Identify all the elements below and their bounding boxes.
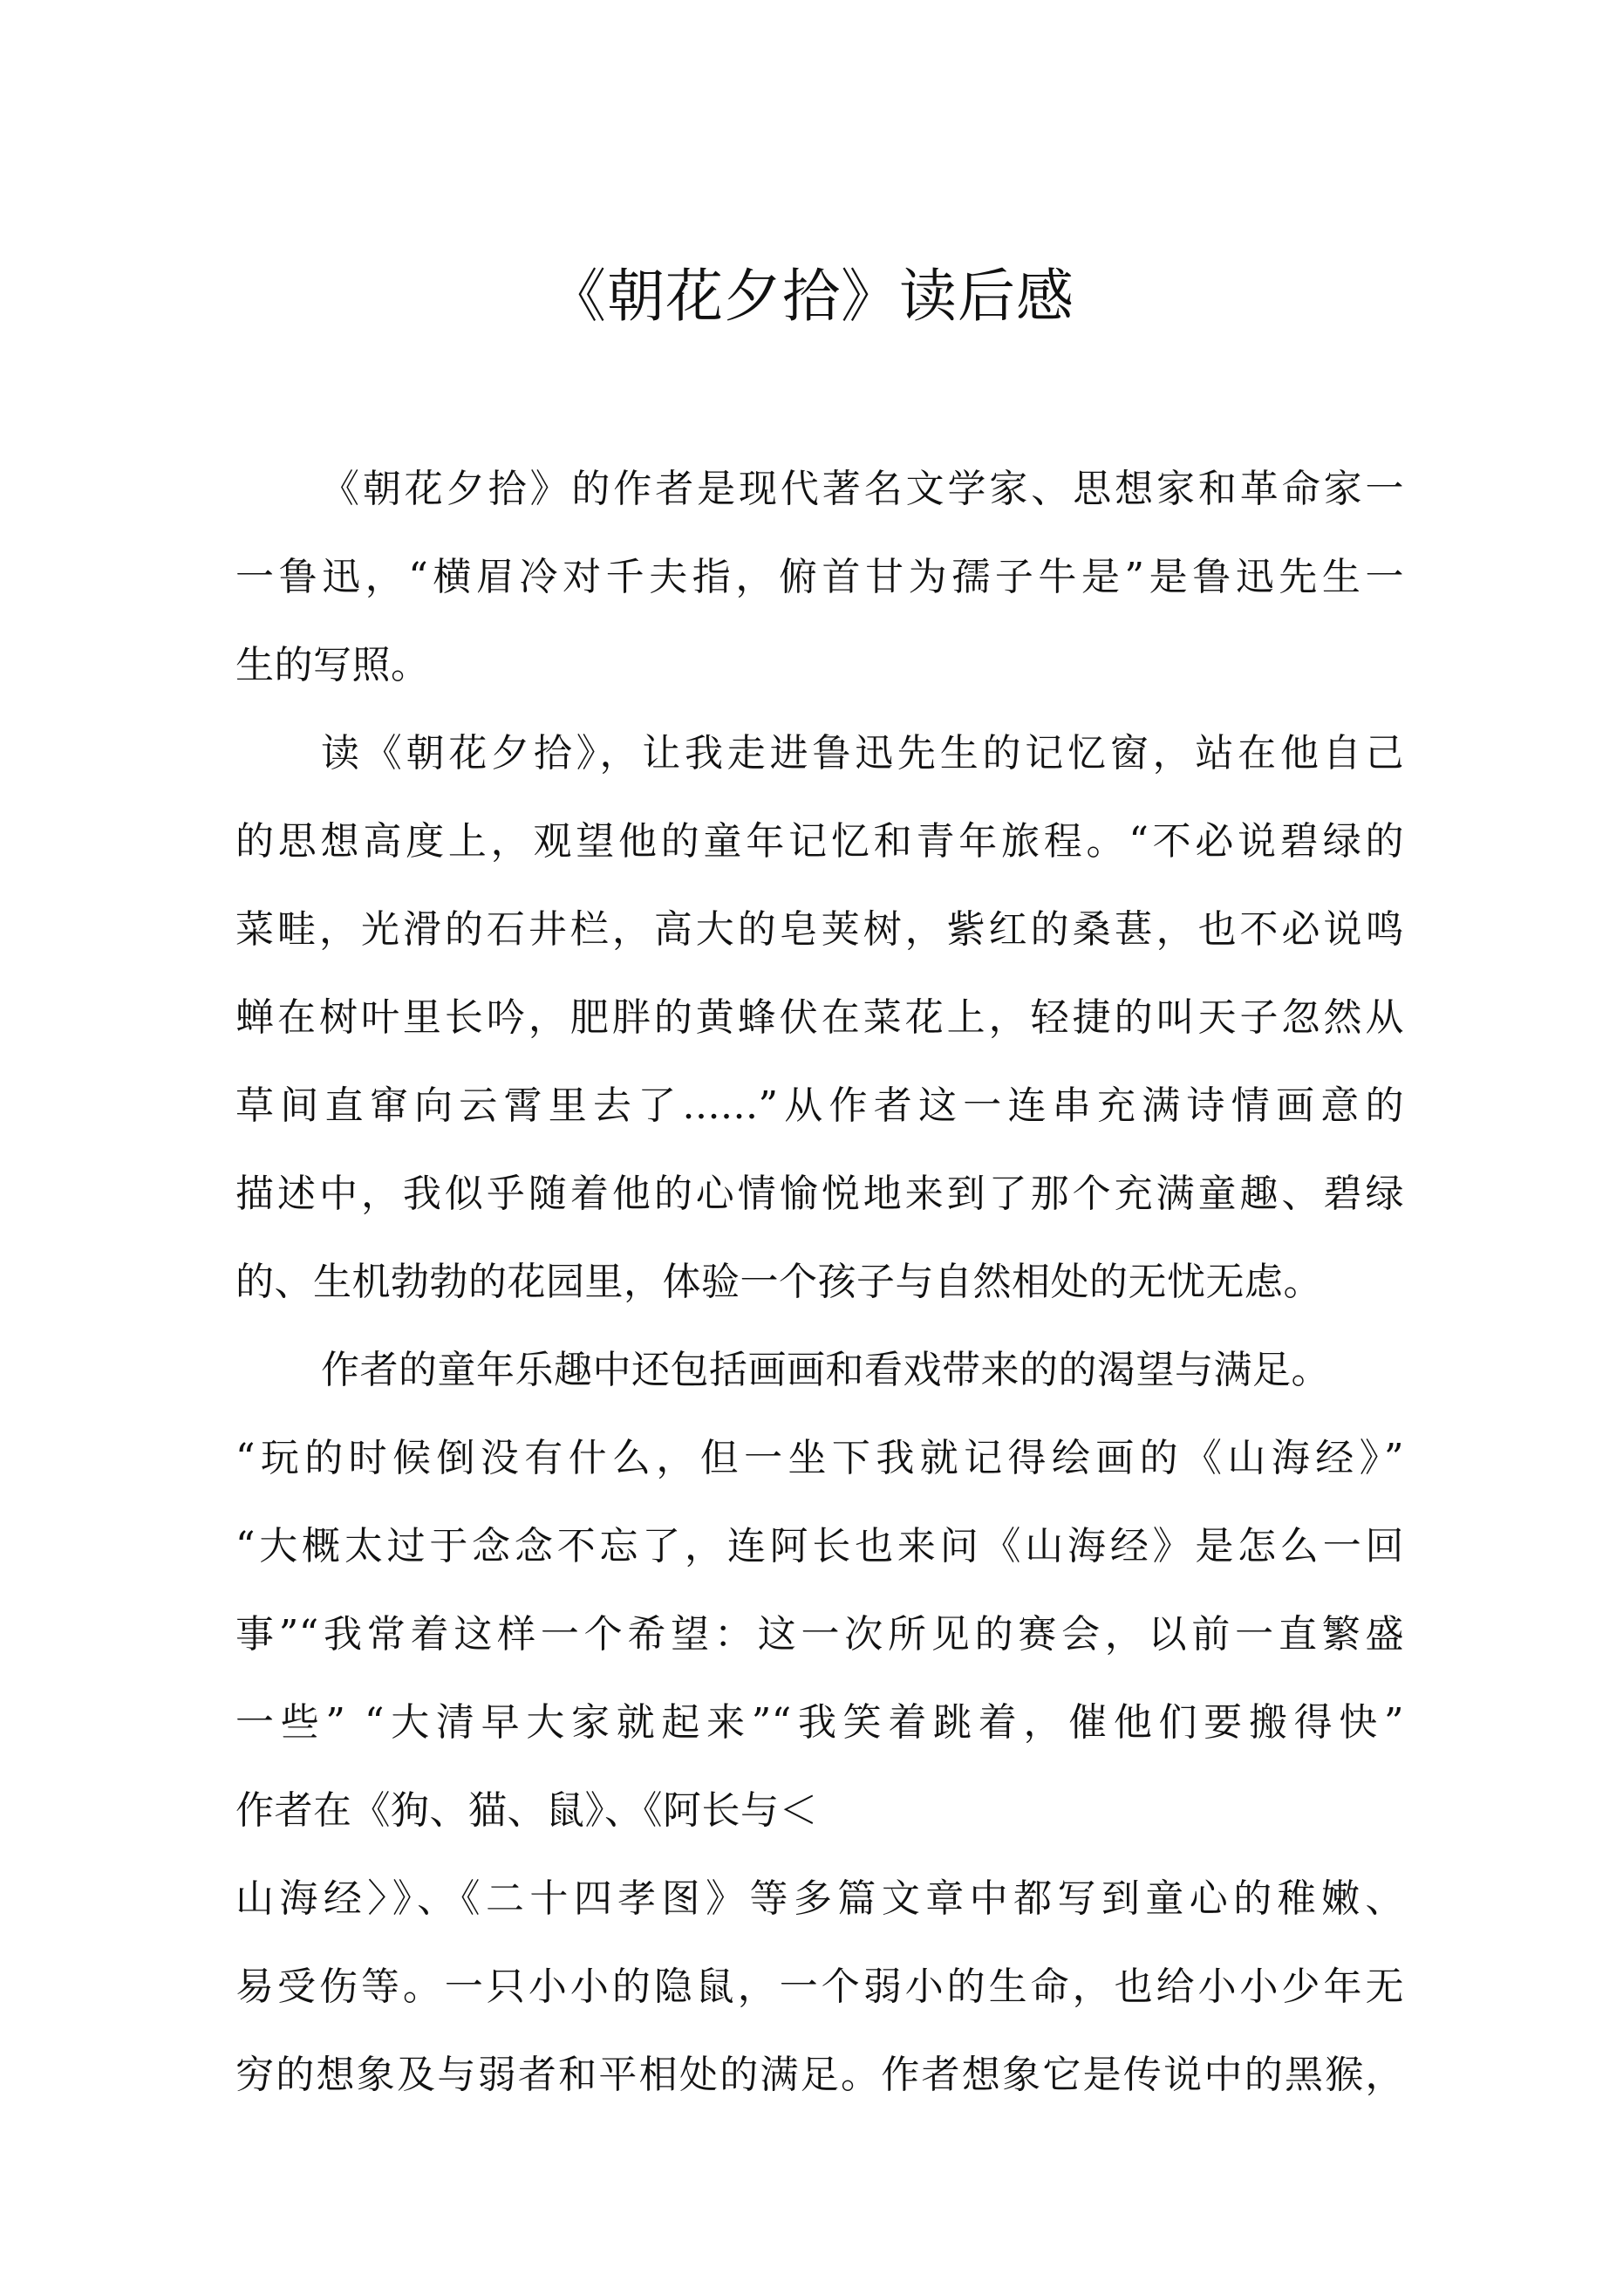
- paragraph-4-line-1: 山海经〉》、《二十四孝图》等多篇文章中都写到童心的稚嫩、: [235, 1876, 1404, 1921]
- paragraph-3-line-6: 作者在《狗、猫、鼠》、《阿长与＜: [235, 1788, 818, 1833]
- paragraph-3-line-1: 作者的童年乐趣中还包括画画和看戏带来的的渴望与满足。: [321, 1348, 1330, 1392]
- paragraph-4-line-2: 易受伤等。一只小小的隐鼠，一个弱小的生命，也给小小少年无: [235, 1965, 1404, 2009]
- paragraph-4-line-3: 穷的想象及与弱者和平相处的满足。作者想象它是传说中的黑猴，: [235, 2053, 1404, 2097]
- paragraph-2-line-2: 的思想高度上，观望他的童年记忆和青年旅程。“不必说碧绿的: [235, 819, 1404, 864]
- paragraph-1-line-1: 《朝花夕拾》的作者是现代著名文学家、思想家和革命家一: [321, 467, 1404, 511]
- paragraph-2-line-5: 草间直窜向云霄里去了......”从作者这一连串充满诗情画意的: [235, 1083, 1404, 1128]
- paragraph-3-line-5: 一些” “大清早大家就起来”“我笑着跳着，催他们要搬得快”: [235, 1700, 1404, 1745]
- paragraph-2-line-4: 蝉在树叶里长吟，肥胖的黄蜂伏在菜花上，轻捷的叫天子忽然从: [235, 995, 1404, 1040]
- document-body: [235, 445, 1404, 2119]
- document-title: 《朝花夕拾》读后感: [549, 263, 1074, 330]
- paragraph-1-line-2: 一鲁迅，“横眉冷对千夫指，俯首甘为孺子牛是”是鲁迅先生一: [235, 555, 1404, 599]
- paragraph-1-line-3: 生的写照。: [235, 643, 430, 687]
- paragraph-3-line-4: 事”“我常着这样一个希望：这一次所见的赛会，以前一直繁盛: [235, 1612, 1404, 1657]
- paragraph-2-line-3: 菜畦，光滑的石井栏，高大的皂荚树，紫红的桑葚，也不必说鸣: [235, 907, 1404, 952]
- paragraph-2-line-7: 的、生机勃勃的花园里，体验一个孩子与自然相处的无忧无虑。: [235, 1260, 1322, 1304]
- paragraph-3-line-2: “玩的时候倒没有什么，但一坐下我就记得绘画的《山海经》”: [235, 1436, 1404, 1480]
- paragraph-3-line-3: “大概太过于念念不忘了，连阿长也来问《山海经》是怎么一回: [235, 1524, 1404, 1568]
- paragraph-2-line-6: 描述中，我似乎随着他的心情愉悦地来到了那个充满童趣、碧绿: [235, 1172, 1404, 1216]
- paragraph-2-line-1: 读《朝花夕拾》，让我走进鲁迅先生的记忆窗，站在他自己: [321, 731, 1404, 776]
